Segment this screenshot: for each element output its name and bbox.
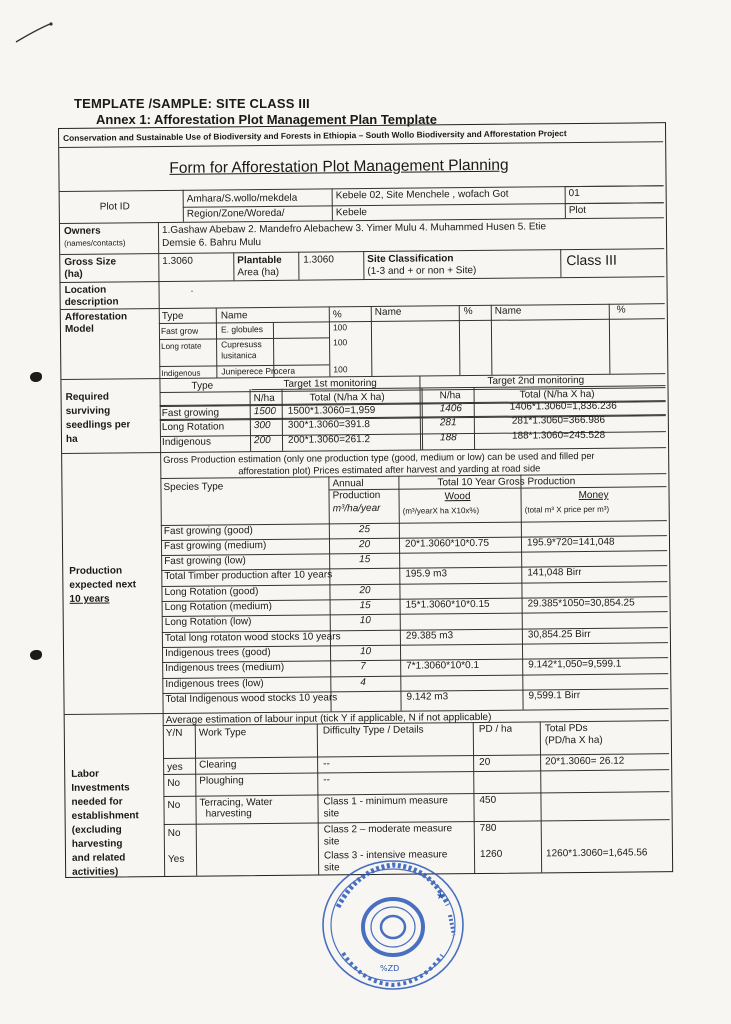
labor-row-work-2: harvesting xyxy=(205,808,252,820)
seedling-row-n2: 188 xyxy=(439,432,457,444)
production-row-species: Long Rotation (low) xyxy=(164,616,252,628)
labor-row-difficulty: Class 2 – moderate measure xyxy=(323,823,453,836)
total-header: Total (N/ha X ha) xyxy=(309,391,385,404)
form-title: Form for Afforestation Plot Management Planning xyxy=(169,156,509,177)
total-pd-header-2: (PD/ha X ha) xyxy=(544,734,603,747)
production-row-wood: 20*1.3060*10*0.75 xyxy=(404,537,490,550)
money-subheader: (total m³ X price per m³) xyxy=(524,504,610,515)
annual-header-3: m³/ha/year xyxy=(332,502,381,515)
labor-row-pd: 780 xyxy=(479,822,497,834)
labor-row-pd: 450 xyxy=(479,794,497,806)
labor-row-yn: No xyxy=(167,827,181,839)
annex-heading: Annex 1: Afforestation Plot Management Plan Template xyxy=(96,112,437,127)
labor-row-difficulty: Class 3 - intensive measure xyxy=(323,849,448,862)
seedling-row-type: Indigenous xyxy=(161,436,212,449)
work-type-header: Work Type xyxy=(198,727,247,739)
production-row-species: Long Rotation (medium) xyxy=(164,600,272,613)
model-name-header: Name xyxy=(220,310,248,322)
model-pct-header: % xyxy=(332,309,342,321)
target-2-header: Target 2nd monitoring xyxy=(487,374,585,387)
plot-number-value: 01 xyxy=(568,187,580,200)
production-row-species: Total long rotaton wood stocks 10 years xyxy=(164,631,341,644)
seedling-row-n2: 281 xyxy=(439,417,457,429)
labor-row-work: Terracing, Water xyxy=(199,796,273,809)
model-row-pct: 100 xyxy=(332,322,348,333)
total-pd-header: Total PDs xyxy=(544,722,588,735)
labor-row-difficulty: Class 1 - minimum measure xyxy=(323,795,449,808)
svg-text:★: ★ xyxy=(436,891,445,902)
production-row-wood: 15*1.3060*10*0.15 xyxy=(405,598,490,611)
plantable-unit: Area (ha) xyxy=(237,266,280,279)
project-name: Conservation and Sustainable Use of Biodiversity and Forests in Ethiopia – South Wollo Biodiversity and Afforestation Project xyxy=(63,128,567,143)
owners-sublabel: (names/contacts) xyxy=(64,238,126,248)
wood-header: Wood xyxy=(444,491,471,503)
punch-hole xyxy=(30,372,42,382)
gross-size-label: Gross Size xyxy=(64,256,117,268)
kebele-value: Kebele 02, Site Menchele , wofach Got xyxy=(335,188,509,202)
seedling-row-type: Fast growing xyxy=(161,407,220,420)
labor-row-difficulty-2: site xyxy=(323,836,340,848)
difficulty-header: Difficulty Type / Details xyxy=(322,724,424,737)
production-label-2: expected next xyxy=(69,579,137,591)
labor-row-difficulty-2: site xyxy=(323,808,340,820)
site-class-sub: (1-3 and + or non + Site) xyxy=(367,264,477,278)
model-label-2: Model xyxy=(64,323,94,335)
model-row-name: Cupresuss xyxy=(221,339,262,350)
labor-row-difficulty: -- xyxy=(323,774,330,786)
species-type-header: Species Type xyxy=(163,481,224,494)
pd-header: PD / ha xyxy=(478,723,513,735)
production-row-money: 9,599.1 Birr xyxy=(528,690,581,702)
yn-header: Y/N xyxy=(165,727,183,739)
location-label: Location xyxy=(64,284,107,296)
model-row-pct: 100 xyxy=(333,337,348,348)
money-header: Money xyxy=(578,489,609,502)
seedling-row-t2: 188*1.3060=245.528 xyxy=(511,429,606,442)
production-row-annual: 7 xyxy=(360,661,366,673)
labor-label-5: (excluding xyxy=(71,824,122,836)
seedlings-label-2: surviving xyxy=(65,405,111,417)
model-row-type: Long rotate xyxy=(161,341,202,352)
svg-text:%ZD: %ZD xyxy=(380,964,400,973)
model-row-type: Fast grow xyxy=(160,325,199,337)
labor-row-difficulty: -- xyxy=(323,758,330,770)
production-row-annual: 10 xyxy=(359,646,372,658)
seedling-row-n2: 1406 xyxy=(439,403,463,415)
production-row-wood: 9.142 m3 xyxy=(406,691,449,703)
location-label-2: description xyxy=(64,296,119,308)
nha-header: N/ha xyxy=(253,392,275,405)
gross-size-value: 1.3060 xyxy=(162,255,193,268)
template-heading: TEMPLATE /SAMPLE: SITE CLASS III xyxy=(74,96,310,111)
model-label: Afforestation xyxy=(64,311,128,323)
target-1-header: Target 1st monitoring xyxy=(283,377,377,390)
plantable-value: 1.3060 xyxy=(303,254,334,266)
model-pct2-header: % xyxy=(463,306,473,318)
production-row-money: 30,854.25 Birr xyxy=(527,628,591,641)
seedling-row-n1: 1500 xyxy=(253,405,277,418)
production-row-species: Indigenous trees (good) xyxy=(164,646,271,659)
model-row-name: Juniperece Procera xyxy=(221,365,296,377)
seedling-row-t1: 1500*1.3060=1,959 xyxy=(287,404,376,417)
labor-row-yn: yes xyxy=(167,761,183,773)
production-row-wood: 7*1.3060*10*0.1 xyxy=(406,659,480,672)
seedlings-label-4: ha xyxy=(65,433,78,445)
model-row-name: E. globules xyxy=(220,324,264,335)
production-row-annual: 25 xyxy=(358,524,371,536)
labor-row-total: 20*1.3060= 26.12 xyxy=(545,755,625,768)
labor-label-7: and related xyxy=(71,852,126,864)
annual-header-2: Production xyxy=(332,489,381,502)
planning-form xyxy=(58,122,673,878)
production-row-species: Fast growing (medium) xyxy=(163,540,267,553)
punch-hole xyxy=(30,650,42,660)
production-row-annual: 15 xyxy=(359,600,371,612)
pen-stroke-mark xyxy=(14,20,54,44)
production-note: Gross Production estimation (only one production type (good, medium or low) can be used and filled per xyxy=(163,449,595,466)
seedlings-label: Required xyxy=(65,391,109,403)
production-row-species: Fast growing (good) xyxy=(163,525,253,538)
seedling-row-t2: 1406*1.3060=1,836.236 xyxy=(509,400,617,413)
owners-line2: Demsie 6. Bahru Mulu xyxy=(162,237,262,250)
seedling-row-n1: 300 xyxy=(253,419,271,432)
labor-row-yn: Yes xyxy=(167,853,185,865)
production-row-annual: 20 xyxy=(359,585,371,597)
production-row-species: Fast growing (low) xyxy=(164,555,246,568)
kebele-label: Kebele xyxy=(335,207,368,219)
seedling-row-n1: 200 xyxy=(253,434,271,447)
model-name2-header: Name xyxy=(374,306,402,318)
production-note-2: afforestation plot) Prices estimated after harvest and yarding at road side xyxy=(238,462,541,477)
labor-label-4: establishment xyxy=(71,810,139,822)
annual-header: Annual xyxy=(332,478,364,490)
labor-label-8: activities) xyxy=(72,866,119,878)
labor-label-6: harvesting xyxy=(71,838,123,850)
site-class-label: Site Classification xyxy=(367,253,454,266)
seedlings-type-header: Type xyxy=(191,380,214,392)
labor-note: Average estimation of labour input (tick Y if applicable, N if not applicable) xyxy=(165,711,492,726)
production-row-annual: 15 xyxy=(359,554,371,566)
production-row-species: Total Timber production after 10 years xyxy=(164,569,333,582)
production-row-species: Indigenous trees (medium) xyxy=(165,661,285,674)
production-label: Production xyxy=(69,565,123,577)
plot-number-label: Plot xyxy=(568,204,587,217)
production-row-species: Total Indigenous wood stocks 10 years xyxy=(165,692,338,705)
production-label-3: 10 years xyxy=(69,593,110,605)
nha2-header: N/ha xyxy=(439,390,461,402)
production-row-wood: 29.385 m3 xyxy=(405,630,454,642)
labor-label: Labor xyxy=(71,768,100,780)
production-row-money: 29.385*1050=30,854.25 xyxy=(527,597,635,610)
seedling-row-type: Long Rotation xyxy=(161,421,225,434)
production-row-wood: 195.9 m3 xyxy=(405,568,448,580)
production-row-annual: 20 xyxy=(358,539,371,551)
model-pct3-header: % xyxy=(616,304,626,316)
total2-header: Total (N/ha X ha) xyxy=(519,388,595,401)
production-row-money: 141,048 Birr xyxy=(527,566,582,579)
production-row-annual: 10 xyxy=(359,615,371,627)
model-row-type: Indigenous xyxy=(161,368,201,379)
labor-row-yn: No xyxy=(167,777,181,789)
wood-subheader: (m³/yearX ha X10x%) xyxy=(402,505,480,516)
production-row-species: Indigenous trees (low) xyxy=(165,678,264,690)
production-row-annual: 4 xyxy=(360,677,366,689)
region-value: Amhara/S.wollo/mekdela xyxy=(186,192,298,205)
model-row-name-2: lusitanica xyxy=(221,350,257,361)
owners-line1: 1.Gashaw Abebaw 2. Mandefro Alebachew 3. Yimer Mulu 4. Muhammed Husen 5. Etie xyxy=(161,221,547,237)
production-row-money: 9.142*1,050=9,599.1 xyxy=(528,658,622,671)
official-stamp-seal xyxy=(318,855,468,995)
labor-row-yn: No xyxy=(167,799,181,811)
labor-row-work: Clearing xyxy=(199,759,237,771)
seedlings-label-3: seedlings per xyxy=(65,419,131,431)
production-row-money: 195.9*720=141,048 xyxy=(526,536,615,549)
seedling-row-t2: 281*1.3060=366.986 xyxy=(511,414,606,427)
total-10yr-header: Total 10 Year Gross Production xyxy=(437,476,576,489)
region-label: Region/Zone/Woreda/ xyxy=(186,207,285,220)
labor-row-total: 1260*1.3060=1,645.56 xyxy=(545,847,648,860)
seedling-row-t1: 300*1.3060=391.8 xyxy=(287,419,370,431)
labor-row-pd: 1260 xyxy=(479,848,503,860)
site-class-value: Class III xyxy=(566,251,617,269)
owners-label: Owners xyxy=(63,225,101,237)
labor-label-3: needed for xyxy=(71,796,123,808)
gross-size-unit: (ha) xyxy=(64,268,83,280)
labor-row-work: Ploughing xyxy=(199,775,244,787)
location-value: . xyxy=(190,283,194,295)
plantable-label: Plantable xyxy=(237,254,282,267)
model-type-header: Type xyxy=(161,310,184,323)
plot-id-label: Plot ID xyxy=(99,201,130,213)
labor-label-2: Investments xyxy=(71,782,130,794)
production-row-species: Long Rotation (good) xyxy=(164,586,259,598)
model-row-pct: 100 xyxy=(333,364,348,375)
model-name3-header: Name xyxy=(494,305,522,317)
labor-row-pd: 20 xyxy=(479,756,491,768)
seedling-row-t1: 200*1.3060=261.2 xyxy=(287,434,371,446)
labor-row-difficulty-2: site xyxy=(324,862,340,874)
